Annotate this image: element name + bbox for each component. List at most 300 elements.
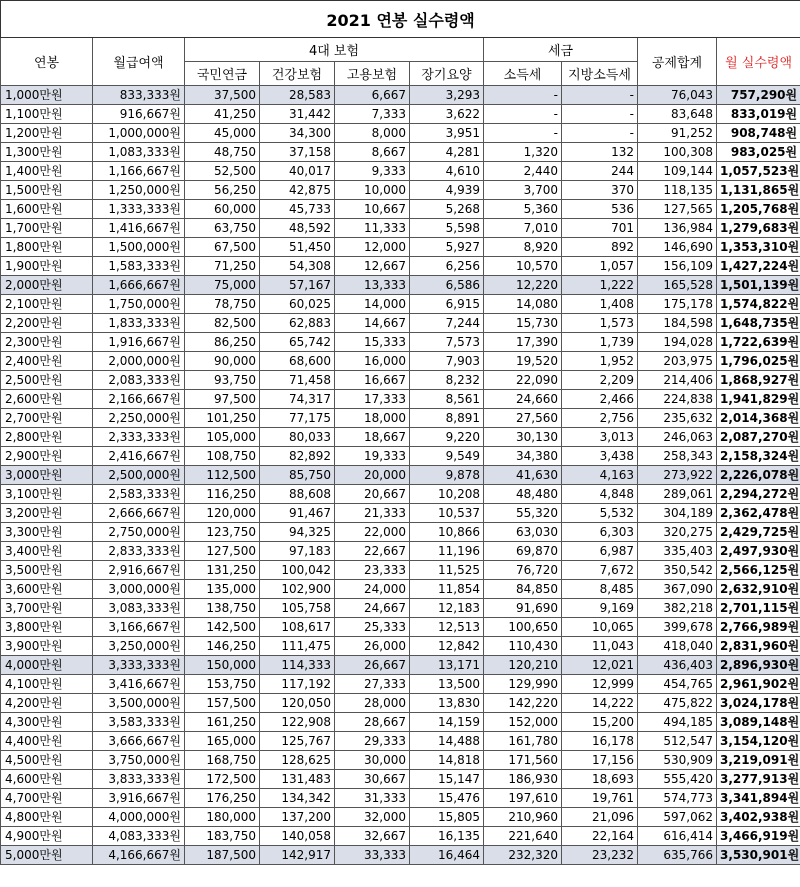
table-row [1,485,800,504]
cell-pension: 165,000 [185,732,260,751]
cell-pension: 176,250 [185,789,260,808]
cell-net-monthly: 2,497,930원 [717,542,800,561]
cell-monthly-pay: 1,166,667원 [93,162,185,181]
cell-net-monthly: 1,279,683원 [717,219,800,238]
cell-health: 31,442 [260,105,335,124]
cell-longterm-care: 11,854 [410,580,484,599]
cell-salary: 4,600만원 [1,770,93,789]
header-local-tax: 지방소득세 [562,62,638,86]
cell-salary: 4,200만원 [1,694,93,713]
cell-longterm-care: 5,268 [410,200,484,219]
table-row [1,238,800,257]
cell-income-tax: 3,700 [484,181,562,200]
cell-salary: 1,900만원 [1,257,93,276]
cell-pension: 90,000 [185,352,260,371]
cell-monthly-pay: 4,166,667원 [93,846,185,865]
cell-net-monthly: 1,941,829원 [717,390,800,409]
cell-deduction-total: 454,765 [638,675,717,694]
cell-longterm-care: 14,488 [410,732,484,751]
table-row [1,105,800,124]
cell-net-monthly: 908,748원 [717,124,800,143]
cell-longterm-care: 4,610 [410,162,484,181]
cell-longterm-care: 6,586 [410,276,484,295]
cell-health: 48,592 [260,219,335,238]
cell-longterm-care: 7,244 [410,314,484,333]
cell-deduction-total: 224,838 [638,390,717,409]
cell-longterm-care: 15,476 [410,789,484,808]
cell-deduction-total: 175,178 [638,295,717,314]
cell-employment: 24,667 [335,599,410,618]
cell-deduction-total: 436,403 [638,656,717,675]
cell-salary: 1,500만원 [1,181,93,200]
cell-monthly-pay: 2,000,000원 [93,352,185,371]
table-row [1,466,800,485]
cell-income-tax: 142,220 [484,694,562,713]
cell-pension: 93,750 [185,371,260,390]
table-row [1,599,800,618]
cell-deduction-total: 203,975 [638,352,717,371]
cell-monthly-pay: 2,250,000원 [93,409,185,428]
cell-local-tax: 3,013 [562,428,638,447]
cell-employment: 23,333 [335,561,410,580]
cell-employment: 32,667 [335,827,410,846]
table-row [1,295,800,314]
header-pension: 국민연금 [185,62,260,86]
cell-deduction-total: 156,109 [638,257,717,276]
cell-income-tax: 2,440 [484,162,562,181]
cell-pension: 37,500 [185,86,260,105]
cell-net-monthly: 1,648,735원 [717,314,800,333]
cell-monthly-pay: 2,500,000원 [93,466,185,485]
cell-longterm-care: 10,537 [410,504,484,523]
cell-longterm-care: 8,232 [410,371,484,390]
cell-longterm-care: 5,598 [410,219,484,238]
cell-net-monthly: 1,722,639원 [717,333,800,352]
cell-monthly-pay: 4,083,333원 [93,827,185,846]
cell-salary: 3,900만원 [1,637,93,656]
cell-employment: 21,333 [335,504,410,523]
cell-employment: 20,000 [335,466,410,485]
cell-monthly-pay: 4,000,000원 [93,808,185,827]
cell-net-monthly: 757,290원 [717,86,800,105]
cell-pension: 153,750 [185,675,260,694]
cell-net-monthly: 2,831,960원 [717,637,800,656]
cell-employment: 11,333 [335,219,410,238]
cell-net-monthly: 2,429,725원 [717,523,800,542]
cell-longterm-care: 8,561 [410,390,484,409]
cell-employment: 19,333 [335,447,410,466]
cell-employment: 7,333 [335,105,410,124]
cell-health: 108,617 [260,618,335,637]
cell-local-tax: 12,021 [562,656,638,675]
cell-monthly-pay: 1,083,333원 [93,143,185,162]
cell-health: 37,158 [260,143,335,162]
cell-net-monthly: 2,961,902원 [717,675,800,694]
cell-pension: 172,500 [185,770,260,789]
cell-local-tax: 2,209 [562,371,638,390]
table-row [1,352,800,371]
cell-pension: 105,000 [185,428,260,447]
cell-net-monthly: 2,087,270원 [717,428,800,447]
cell-monthly-pay: 2,333,333원 [93,428,185,447]
cell-employment: 10,667 [335,200,410,219]
table-row [1,789,800,808]
cell-net-monthly: 1,131,865원 [717,181,800,200]
cell-net-monthly: 2,701,115원 [717,599,800,618]
cell-monthly-pay: 1,250,000원 [93,181,185,200]
cell-monthly-pay: 1,666,667원 [93,276,185,295]
cell-net-monthly: 1,427,224원 [717,257,800,276]
cell-employment: 32,000 [335,808,410,827]
cell-pension: 101,250 [185,409,260,428]
cell-net-monthly: 3,530,901원 [717,846,800,865]
cell-net-monthly: 3,219,091원 [717,751,800,770]
cell-salary: 2,100만원 [1,295,93,314]
cell-employment: 14,000 [335,295,410,314]
cell-monthly-pay: 3,416,667원 [93,675,185,694]
cell-local-tax: 17,156 [562,751,638,770]
cell-salary: 3,100만원 [1,485,93,504]
cell-pension: 157,500 [185,694,260,713]
cell-salary: 1,400만원 [1,162,93,181]
cell-pension: 60,000 [185,200,260,219]
cell-health: 137,200 [260,808,335,827]
cell-deduction-total: 146,690 [638,238,717,257]
cell-monthly-pay: 2,166,667원 [93,390,185,409]
cell-longterm-care: 7,903 [410,352,484,371]
table-row [1,770,800,789]
header-health: 건강보험 [260,62,335,86]
table-row [1,86,800,105]
cell-income-tax: 17,390 [484,333,562,352]
cell-employment: 28,667 [335,713,410,732]
cell-deduction-total: 335,403 [638,542,717,561]
cell-employment: 29,333 [335,732,410,751]
cell-local-tax: 6,303 [562,523,638,542]
cell-monthly-pay: 3,333,333원 [93,656,185,675]
cell-local-tax: 1,739 [562,333,638,352]
cell-income-tax: 186,930 [484,770,562,789]
cell-local-tax: 4,163 [562,466,638,485]
table-row [1,124,800,143]
table-row [1,751,800,770]
cell-pension: 180,000 [185,808,260,827]
cell-local-tax: 8,485 [562,580,638,599]
cell-monthly-pay: 2,666,667원 [93,504,185,523]
cell-deduction-total: 289,061 [638,485,717,504]
cell-longterm-care: 9,549 [410,447,484,466]
cell-income-tax: 161,780 [484,732,562,751]
cell-local-tax: 12,999 [562,675,638,694]
cell-health: 80,033 [260,428,335,447]
cell-local-tax: 3,438 [562,447,638,466]
cell-income-tax: - [484,86,562,105]
cell-income-tax: 100,650 [484,618,562,637]
cell-monthly-pay: 833,333원 [93,86,185,105]
cell-employment: 12,000 [335,238,410,257]
cell-monthly-pay: 3,666,667원 [93,732,185,751]
cell-pension: 168,750 [185,751,260,770]
cell-health: 100,042 [260,561,335,580]
cell-income-tax: 197,610 [484,789,562,808]
cell-deduction-total: 475,822 [638,694,717,713]
table-row [1,713,800,732]
cell-employment: 14,667 [335,314,410,333]
cell-pension: 150,000 [185,656,260,675]
cell-local-tax: 701 [562,219,638,238]
cell-health: 122,908 [260,713,335,732]
cell-net-monthly: 2,566,125원 [717,561,800,580]
cell-longterm-care: 16,135 [410,827,484,846]
cell-pension: 45,000 [185,124,260,143]
cell-longterm-care: 5,927 [410,238,484,257]
table-row [1,333,800,352]
cell-longterm-care: 6,915 [410,295,484,314]
cell-local-tax: - [562,105,638,124]
cell-monthly-pay: 2,416,667원 [93,447,185,466]
cell-deduction-total: 494,185 [638,713,717,732]
cell-deduction-total: 194,028 [638,333,717,352]
cell-deduction-total: 304,189 [638,504,717,523]
cell-employment: 18,667 [335,428,410,447]
cell-longterm-care: 8,891 [410,409,484,428]
cell-pension: 187,500 [185,846,260,865]
cell-longterm-care: 15,805 [410,808,484,827]
cell-longterm-care: 6,256 [410,257,484,276]
cell-pension: 82,500 [185,314,260,333]
cell-salary: 3,400만원 [1,542,93,561]
table-row [1,580,800,599]
cell-salary: 3,600만원 [1,580,93,599]
cell-health: 94,325 [260,523,335,542]
header-monthly-pay: 월급여액 [93,38,185,86]
cell-deduction-total: 136,984 [638,219,717,238]
cell-monthly-pay: 1,000,000원 [93,124,185,143]
cell-monthly-pay: 1,583,333원 [93,257,185,276]
cell-salary: 4,800만원 [1,808,93,827]
table-row [1,181,800,200]
cell-deduction-total: 635,766 [638,846,717,865]
table-row [1,257,800,276]
cell-net-monthly: 2,896,930원 [717,656,800,675]
cell-pension: 120,000 [185,504,260,523]
cell-employment: 20,667 [335,485,410,504]
cell-employment: 22,667 [335,542,410,561]
cell-local-tax: 2,756 [562,409,638,428]
table-title: 2021 연봉 실수령액 [1,1,800,38]
cell-salary: 3,700만원 [1,599,93,618]
cell-health: 120,050 [260,694,335,713]
table-row [1,143,800,162]
cell-longterm-care: 13,830 [410,694,484,713]
cell-income-tax: 221,640 [484,827,562,846]
cell-longterm-care: 14,159 [410,713,484,732]
cell-local-tax: 1,573 [562,314,638,333]
cell-health: 105,758 [260,599,335,618]
cell-salary: 3,300만원 [1,523,93,542]
cell-local-tax: 11,043 [562,637,638,656]
cell-salary: 2,400만원 [1,352,93,371]
cell-deduction-total: 76,043 [638,86,717,105]
cell-local-tax: 244 [562,162,638,181]
cell-pension: 146,250 [185,637,260,656]
cell-deduction-total: 258,343 [638,447,717,466]
cell-net-monthly: 1,868,927원 [717,371,800,390]
cell-employment: 28,000 [335,694,410,713]
cell-salary: 2,000만원 [1,276,93,295]
cell-longterm-care: 9,878 [410,466,484,485]
cell-pension: 131,250 [185,561,260,580]
cell-longterm-care: 10,866 [410,523,484,542]
cell-health: 140,058 [260,827,335,846]
cell-income-tax: 55,320 [484,504,562,523]
table-row [1,808,800,827]
cell-health: 117,192 [260,675,335,694]
cell-health: 51,450 [260,238,335,257]
cell-employment: 25,333 [335,618,410,637]
cell-local-tax: 1,222 [562,276,638,295]
header-deduction-total: 공제합계 [638,38,717,86]
cell-local-tax: 22,164 [562,827,638,846]
cell-deduction-total: 530,909 [638,751,717,770]
cell-pension: 56,250 [185,181,260,200]
cell-employment: 30,000 [335,751,410,770]
cell-monthly-pay: 2,916,667원 [93,561,185,580]
cell-health: 91,467 [260,504,335,523]
cell-employment: 8,667 [335,143,410,162]
cell-net-monthly: 983,025원 [717,143,800,162]
cell-employment: 13,333 [335,276,410,295]
cell-employment: 27,333 [335,675,410,694]
cell-longterm-care: 9,220 [410,428,484,447]
cell-net-monthly: 3,277,913원 [717,770,800,789]
cell-monthly-pay: 1,750,000원 [93,295,185,314]
cell-longterm-care: 4,281 [410,143,484,162]
cell-longterm-care: 15,147 [410,770,484,789]
cell-local-tax: 2,466 [562,390,638,409]
cell-health: 102,900 [260,580,335,599]
cell-longterm-care: 16,464 [410,846,484,865]
cell-deduction-total: 616,414 [638,827,717,846]
table-row [1,846,800,865]
cell-monthly-pay: 1,416,667원 [93,219,185,238]
cell-health: 97,183 [260,542,335,561]
cell-income-tax: 12,220 [484,276,562,295]
cell-monthly-pay: 3,833,333원 [93,770,185,789]
cell-deduction-total: 555,420 [638,770,717,789]
header-net-monthly: 월 실수령액 [717,38,800,86]
cell-net-monthly: 833,019원 [717,105,800,124]
cell-net-monthly: 2,362,478원 [717,504,800,523]
cell-net-monthly: 1,574,822원 [717,295,800,314]
cell-salary: 2,300만원 [1,333,93,352]
cell-monthly-pay: 3,083,333원 [93,599,185,618]
cell-income-tax: 27,560 [484,409,562,428]
cell-employment: 18,000 [335,409,410,428]
cell-net-monthly: 2,294,272원 [717,485,800,504]
cell-health: 28,583 [260,86,335,105]
cell-salary: 2,500만원 [1,371,93,390]
cell-net-monthly: 2,158,324원 [717,447,800,466]
cell-salary: 1,200만원 [1,124,93,143]
cell-health: 114,333 [260,656,335,675]
cell-deduction-total: 273,922 [638,466,717,485]
cell-longterm-care: 13,500 [410,675,484,694]
cell-income-tax: 7,010 [484,219,562,238]
cell-health: 42,875 [260,181,335,200]
cell-longterm-care: 11,196 [410,542,484,561]
cell-employment: 9,333 [335,162,410,181]
cell-longterm-care: 13,171 [410,656,484,675]
cell-net-monthly: 1,057,523원 [717,162,800,181]
cell-income-tax: 232,320 [484,846,562,865]
cell-longterm-care: 12,513 [410,618,484,637]
table-row [1,656,800,675]
cell-net-monthly: 3,402,938원 [717,808,800,827]
cell-deduction-total: 399,678 [638,618,717,637]
cell-monthly-pay: 1,833,333원 [93,314,185,333]
cell-longterm-care: 3,951 [410,124,484,143]
cell-local-tax: 23,232 [562,846,638,865]
cell-health: 142,917 [260,846,335,865]
cell-net-monthly: 1,205,768원 [717,200,800,219]
cell-monthly-pay: 1,333,333원 [93,200,185,219]
cell-income-tax: 210,960 [484,808,562,827]
cell-income-tax: 41,630 [484,466,562,485]
cell-pension: 52,500 [185,162,260,181]
cell-salary: 2,600만원 [1,390,93,409]
cell-salary: 2,800만원 [1,428,93,447]
cell-employment: 15,333 [335,333,410,352]
cell-local-tax: 14,222 [562,694,638,713]
cell-local-tax: 4,848 [562,485,638,504]
cell-net-monthly: 2,632,910원 [717,580,800,599]
cell-local-tax: 21,096 [562,808,638,827]
table-row [1,561,800,580]
cell-deduction-total: 100,308 [638,143,717,162]
cell-salary: 3,200만원 [1,504,93,523]
cell-local-tax: 10,065 [562,618,638,637]
cell-employment: 16,000 [335,352,410,371]
cell-deduction-total: 512,547 [638,732,717,751]
cell-income-tax: 69,870 [484,542,562,561]
table-row [1,200,800,219]
cell-income-tax: 91,690 [484,599,562,618]
cell-income-tax: 10,570 [484,257,562,276]
cell-deduction-total: 184,598 [638,314,717,333]
cell-employment: 12,667 [335,257,410,276]
cell-salary: 3,800만원 [1,618,93,637]
cell-health: 40,017 [260,162,335,181]
cell-pension: 135,000 [185,580,260,599]
cell-deduction-total: 118,135 [638,181,717,200]
cell-local-tax: 1,057 [562,257,638,276]
cell-local-tax: - [562,124,638,143]
table-row [1,162,800,181]
cell-deduction-total: 83,648 [638,105,717,124]
cell-longterm-care: 3,293 [410,86,484,105]
cell-deduction-total: 127,565 [638,200,717,219]
cell-health: 45,733 [260,200,335,219]
cell-income-tax: - [484,105,562,124]
cell-local-tax: 370 [562,181,638,200]
cell-pension: 108,750 [185,447,260,466]
cell-local-tax: 18,693 [562,770,638,789]
cell-pension: 123,750 [185,523,260,542]
cell-pension: 138,750 [185,599,260,618]
cell-salary: 4,100만원 [1,675,93,694]
cell-income-tax: 30,130 [484,428,562,447]
